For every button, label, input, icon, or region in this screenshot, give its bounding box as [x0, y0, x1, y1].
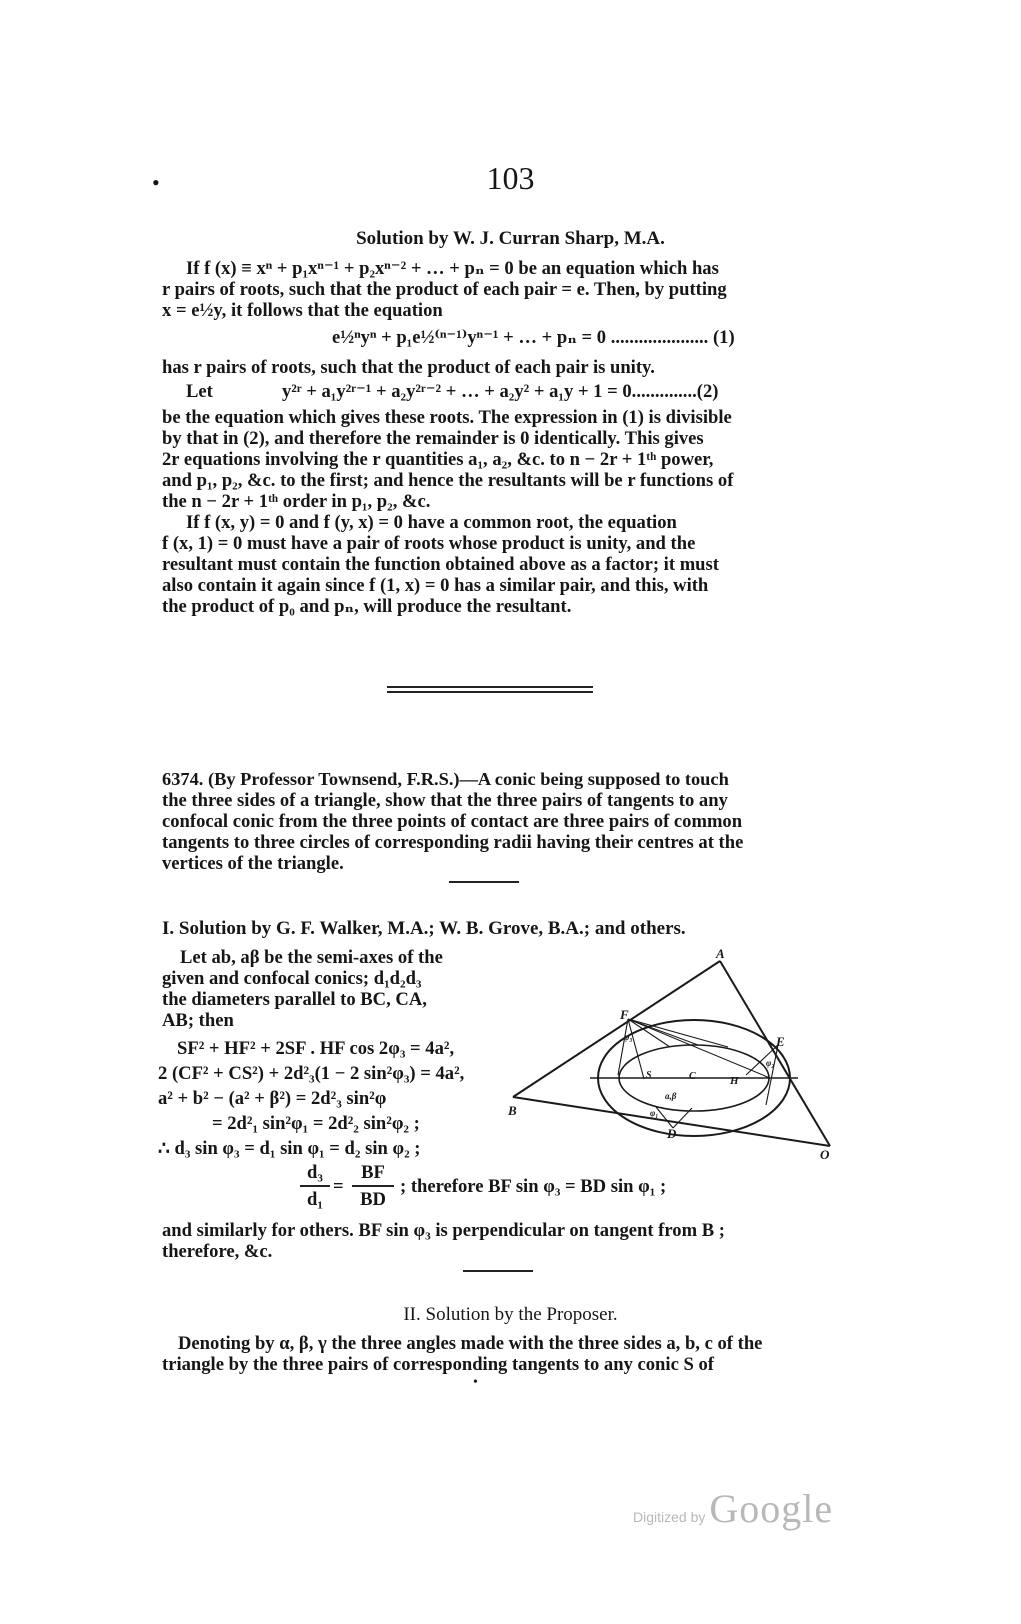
label-phi1: φ₁ [650, 1108, 659, 1118]
solution-intro [162, 258, 847, 321]
margin-dot: • [152, 170, 160, 195]
text-line: tangents to three circles of corresponding radii having their centres at the [162, 832, 744, 853]
fraction-numerator: BF [361, 1162, 385, 1183]
text-line: by that in (2), and therefore the remainder is 0 identically. This gives [162, 428, 704, 449]
label-f: F [620, 1007, 629, 1022]
section-divider-top [387, 686, 593, 688]
equation-line: ∴ d₃ sin φ₃ = d₁ sin φ₁ = d₂ sin φ₂ ; [158, 1138, 421, 1159]
short-divider [463, 1270, 533, 1272]
text-line: f (x, 1) = 0 must have a pair of roots whose product is unity, and the [162, 533, 696, 554]
text-line: the n − 2r + 1ᵗʰ order in p₁, p₂, &c. [162, 491, 431, 512]
text-line: therefore, &c. [162, 1241, 273, 1262]
solution-heading: II. Solution by the Proposer. [403, 1304, 618, 1325]
google-logo: Google [709, 1486, 834, 1531]
text-line: r pairs of roots, such that the product of each pair = e. Then, by putting [162, 279, 727, 300]
text-line: confocal conic from the three points of contact are three pairs of common [162, 811, 743, 832]
fraction-bar [352, 1185, 394, 1187]
geometry-figure [508, 945, 848, 1165]
label-s: S [646, 1070, 652, 1081]
label-o: O [820, 1147, 830, 1162]
equation-2: y²ʳ + a₁y²ʳ⁻¹ + a₂y²ʳ⁻² + … + a₂y² + a₁y + 1 = 0..............(2) [282, 381, 719, 402]
text-line: AB; then [162, 1010, 234, 1031]
let-word: Let [186, 381, 213, 402]
text-line: 6374. (By Professor Townsend, F.R.S.)—A conic being supposed to touch [162, 769, 729, 789]
section-divider-bottom [387, 691, 593, 693]
text-line: If f (x, y) = 0 and f (y, x) = 0 have a common root, the equation [186, 512, 677, 533]
fraction-denominator: d₁ [307, 1189, 323, 1210]
label-phi3: φ₃ [624, 1032, 633, 1042]
text-line: has r pairs of roots, such that the product of each pair is unity. [162, 357, 655, 378]
label-phi2: φ₂ [766, 1058, 775, 1068]
solution-heading: Solution by W. J. Curran Sharp, M.A. [356, 228, 665, 249]
margin-dot: • [473, 1375, 478, 1390]
fraction-equals: = [333, 1176, 344, 1197]
solution-body [162, 407, 847, 617]
text-line: and p₁, p₂, &c. to the first; and hence the resultants will be r functions of [162, 470, 734, 491]
label-ab: a,β [665, 1091, 677, 1101]
text-line: 2r equations involving the r quantities a₁, a₂, &c. to n − 2r + 1ᵗʰ power, [162, 449, 714, 470]
equation-line: 2 (CF² + CS²) + 2d²₃(1 − 2 sin²φ₃) = 4a², [158, 1063, 465, 1084]
solution-closing [162, 1220, 847, 1262]
triangle-side-ao [720, 961, 830, 1146]
text-line: and similarly for others. BF sin φ₃ is perpendicular on tangent from B ; [162, 1220, 725, 1241]
label-a: A [716, 946, 725, 961]
text-line: resultant must contain the function obtained above as a factor; it must [162, 554, 719, 575]
text-line: vertices of the triangle. [162, 853, 344, 874]
text-line: be the equation which gives these roots. The expression in (1) is divisible [162, 407, 732, 428]
digitized-watermark [633, 1485, 833, 1532]
text-line: given and confocal conics; d₁d₂d₃ [162, 968, 422, 989]
label-c: C [689, 1071, 696, 1082]
page-number: 103 [486, 160, 535, 196]
solution-proposer-text [162, 1333, 847, 1375]
equation-line: a² + b² − (a² + β²) = 2d²₃ sin²φ [158, 1088, 387, 1109]
text-line: If f (x) ≡ xⁿ + p₁xⁿ⁻¹ + p₂xⁿ⁻² + … + pₙ = 0 be an equation which has [186, 258, 719, 279]
label-e: E [776, 1034, 785, 1049]
tangent-line [628, 1019, 728, 1047]
equation-1: e½ⁿyⁿ + p₁e½⁽ⁿ⁻¹⁾yⁿ⁻¹ + … + pₙ = 0 ..................... (1) [332, 327, 735, 348]
text-line: Denoting by α, β, γ the three angles made with the three sides a, b, c of the [178, 1333, 763, 1354]
text-line: triangle by the three pairs of corresponding tangents to any conic S of [162, 1354, 714, 1375]
text-line: the three sides of a triangle, show that the three pairs of tangents to any [162, 790, 728, 811]
short-divider [449, 881, 519, 883]
fraction-bar [300, 1185, 330, 1187]
text-line: the diameters parallel to BC, CA, [162, 989, 427, 1010]
watermark-small-text: Digitized by [633, 1509, 706, 1525]
label-h: H [730, 1075, 739, 1087]
fraction-numerator: d₃ [307, 1162, 323, 1183]
equation-line: = 2d²₁ sin²φ₁ = 2d²₂ sin²φ₂ ; [212, 1113, 420, 1134]
text-line: the product of p₀ and pₙ, will produce the resultant. [162, 596, 572, 617]
solution-heading: I. Solution by G. F. Walker, M.A.; W. B. Grove, B.A.; and others. [162, 918, 686, 939]
equation-line: SF² + HF² + 2SF . HF cos 2φ₃ = 4a², [177, 1038, 455, 1059]
text-line: also contain it again since f (1, x) = 0 has a similar pair, and this, with [162, 575, 709, 596]
text-line: x = e½y, it follows that the equation [162, 300, 443, 321]
label-b: B [508, 1103, 517, 1118]
therefore-equation: ; therefore BF sin φ₃ = BD sin φ₁ ; [400, 1176, 667, 1197]
question-6374 [162, 769, 847, 874]
solution-text [162, 947, 502, 1031]
label-d: D [667, 1126, 677, 1141]
text-line: Let ab, aβ be the semi-axes of the [180, 947, 443, 968]
fraction-denominator: BD [360, 1189, 386, 1210]
